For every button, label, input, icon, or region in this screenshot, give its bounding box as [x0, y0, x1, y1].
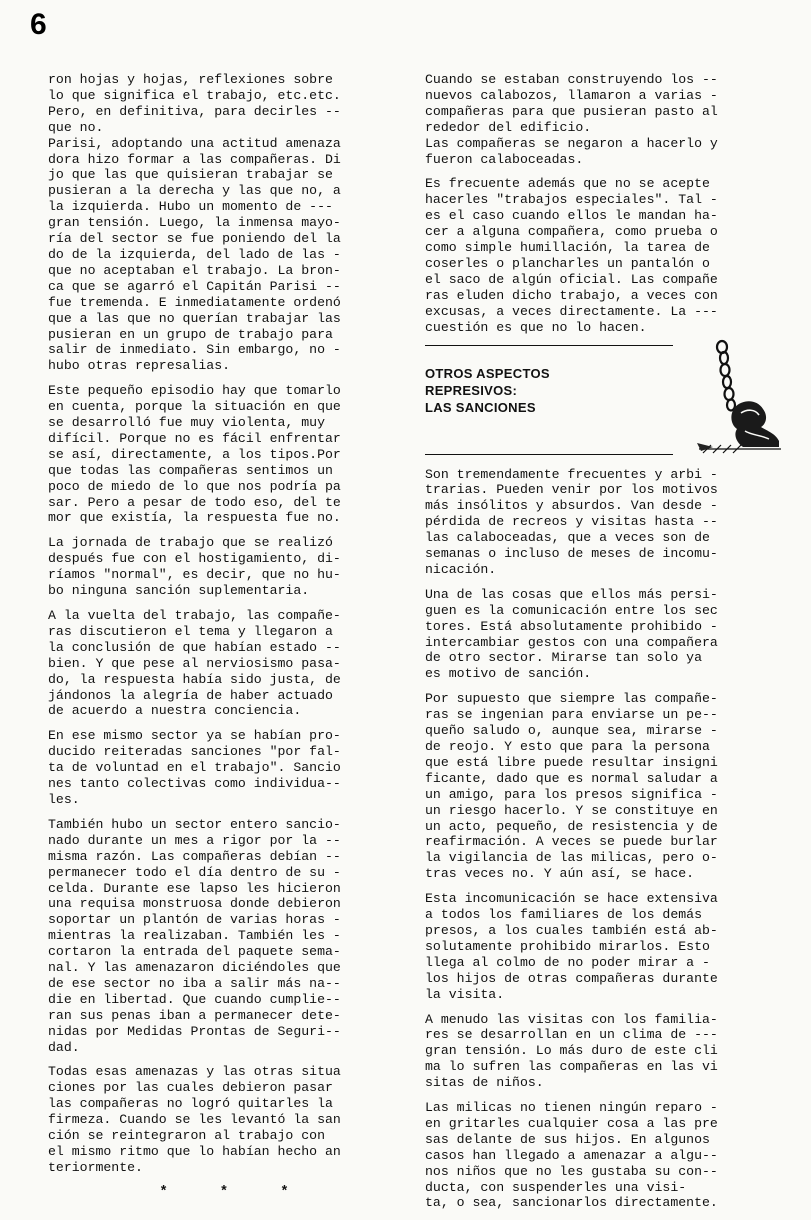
paragraph: ron hojas y hojas, reflexiones sobre lo que significa el trabajo, etc.etc. Pero, en definitiva, para decirles -- que no. Parisi, adoptando una actitud amenaza dora hizo formar a las compañeras. Di jo que las que quisieran trabajar se pusieran a la derecha y las que no, a la izquierda. Hubo un momento de --- gran tensión. Luego, la inmensa mayo- ría del sector se fue poniendo del la do de la izquierda, del lado de las - que no aceptaban el trabajo. La bron- ca que se agarró el Capitán Parisi -- fue tremenda. E inmediatamente ordenó que a las que no querían trabajar las pusieran en un grupo de trabajo para salir de inmediato. Sin embargo, no - hubo otras represalias. [48, 72, 341, 374]
right-column [425, 72, 781, 1220]
paragraph: Las milicas no tienen ningún reparo - en gritarles cualquier cosa a las pre sas delante de sus hijos. En algunos casos han llegado a amenazar a algu-- nos niños que no les gustaba su con-- ducta, con suspenderles una visi- ta, o sea, sancionarlos directamente. [425, 1100, 718, 1211]
paragraph: A menudo las visitas con los familia- res se desarrollan en un clima de --- gran tensión. Lo más duro de este cli ma lo sufren las compañeras en las vi sitas de niños. [425, 1011, 718, 1091]
star: * [219, 1183, 229, 1200]
page-number: 6 [30, 8, 47, 41]
star: * [280, 1183, 289, 1200]
paragraph: También hubo un sector entero sancio- nado durante un mes a rigor por la -- misma razón. Las compañeras debían -- permanecer todo el día dentro de su - celda. Durante ese lapso les hicieron una requisa monstruosa donde debieron soportar un plantón de varias horas - mientras la realizaban. También les - cortaron la entrada del paquete sema- nal. Y las amenazaron diciéndoles que de ese sector no iba a salir más na-- die en libertad. Que cuando cumplie-- ran sus penas iban a permanecer dete- nidas por Medidas Prontas de Seguri-- dad. [48, 816, 341, 1055]
paragraph: Esta incomunicación se hace extensiva a todos los familiares de los demás presos, a los cuales también está ab- solutamente prohibido mirarlos. Esto llega al colmo de no poder mirar a - los hijos de otras compañeras durante la visita. [425, 891, 718, 1002]
paragraph: Es frecuente además que no se acepte hacerles "trabajos especiales". Tal - es el caso cuando ellos le mandan ha- cer a alguna compañera, como prueba o como simple humillación, la tarea de coserles o plancharles un pantalón o el saco de algún oficial. Las compañe ras eluden dicho trabajo, a veces con excusas, a veces directamente. La --- cuestión es que no lo hacen. [425, 176, 718, 335]
paragraph: A la vuelta del trabajo, las compañe- ras discutieron el tema y llegaron a la conclusión de que habían estado -- bien. Y que pese al nerviosismo pasa- do, la respuesta había sido justa, de jándonos la alegría de haber actuado de acuerdo a nuestra conciencia. [48, 608, 341, 719]
left-column [48, 72, 400, 1201]
paragraph: Este pequeño episodio hay que tomarlo en cuenta, porque la situación en que se desarrolló fue muy violenta, muy difícil. Porque no es fácil enfrentar se así, directamente, a los tipos.Por que todas las compañeras sentimos un poco de miedo de lo que nos podría pa sar. Pero a pesar de todo eso, del te mor que existía, la respuesta fue no. [48, 383, 341, 526]
paragraph: La jornada de trabajo que se realizó después fue con el hostigamiento, di- ríamos "normal", es decir, que no hu- bo ninguna sanción suplementaria. [48, 535, 341, 599]
star: * [159, 1183, 168, 1200]
paragraph: Cuando se estaban construyendo los -- nuevos calabozos, llamaron a varias - compañeras para que pusieran pasto al rededor del edificio. Las compañeras se negaron a hacerlo y fueron calaboceadas. [425, 72, 718, 167]
paragraph: Todas esas amenazas y las otras situa ciones por las cuales debieron pasar las compañeras no logró quitarles la firmeza. Cuando se les levantó la san ción se reintegraron al trabajo con el mismo ritmo que lo habían hecho an teriormente. [48, 1064, 341, 1175]
paragraph: En ese mismo sector ya se habían pro- ducido reiteradas sanciones "por fal- ta de voluntad en el trabajo". Sancio nes tanto colectivas como individua-- les. [48, 728, 341, 807]
chained-prisoner-illustration-icon [691, 339, 787, 457]
paragraph: Por supuesto que siempre las compañe- ras se ingenian para enviarse un pe-- queño saludo o, aunque sea, mirarse - de reojo. Y esto que para la persona que está libre puede resultar insigni ficante, dado que es normal saludar a un amigo, para los presos significa - un riesgo hacerlo. Y se constituye en un acto, pequeño, de resistencia y de reafirmación. A veces se puede burlar la vigilancia de las milicas, pero o- tras veces no. Y aún así, se hace. [425, 691, 718, 882]
divider [425, 454, 673, 455]
paragraph: Son tremendamente frecuentes y arbi - trarias. Pueden venir por los motivos más insólitos y absurdos. Van desde - pérdida de recreos y visitas hasta -- las calaboceadas, que a veces son de semanas o incluso de meses de incomu- nicación. [425, 466, 718, 577]
section-header-block [425, 345, 781, 455]
paragraph: Una de las cosas que ellos más persi- guen es la comunicación entre los sec tores. Está absolutamente prohibido - intercambiar gestos con una compañera de otro sector. Mirarse tan solo ya es motivo de sanción. [425, 586, 718, 682]
divider [425, 345, 673, 346]
section-separator-stars [48, 1185, 400, 1201]
section-heading: OTROS ASPECTOS REPRESIVOS: LAS SANCIONES [425, 365, 550, 415]
